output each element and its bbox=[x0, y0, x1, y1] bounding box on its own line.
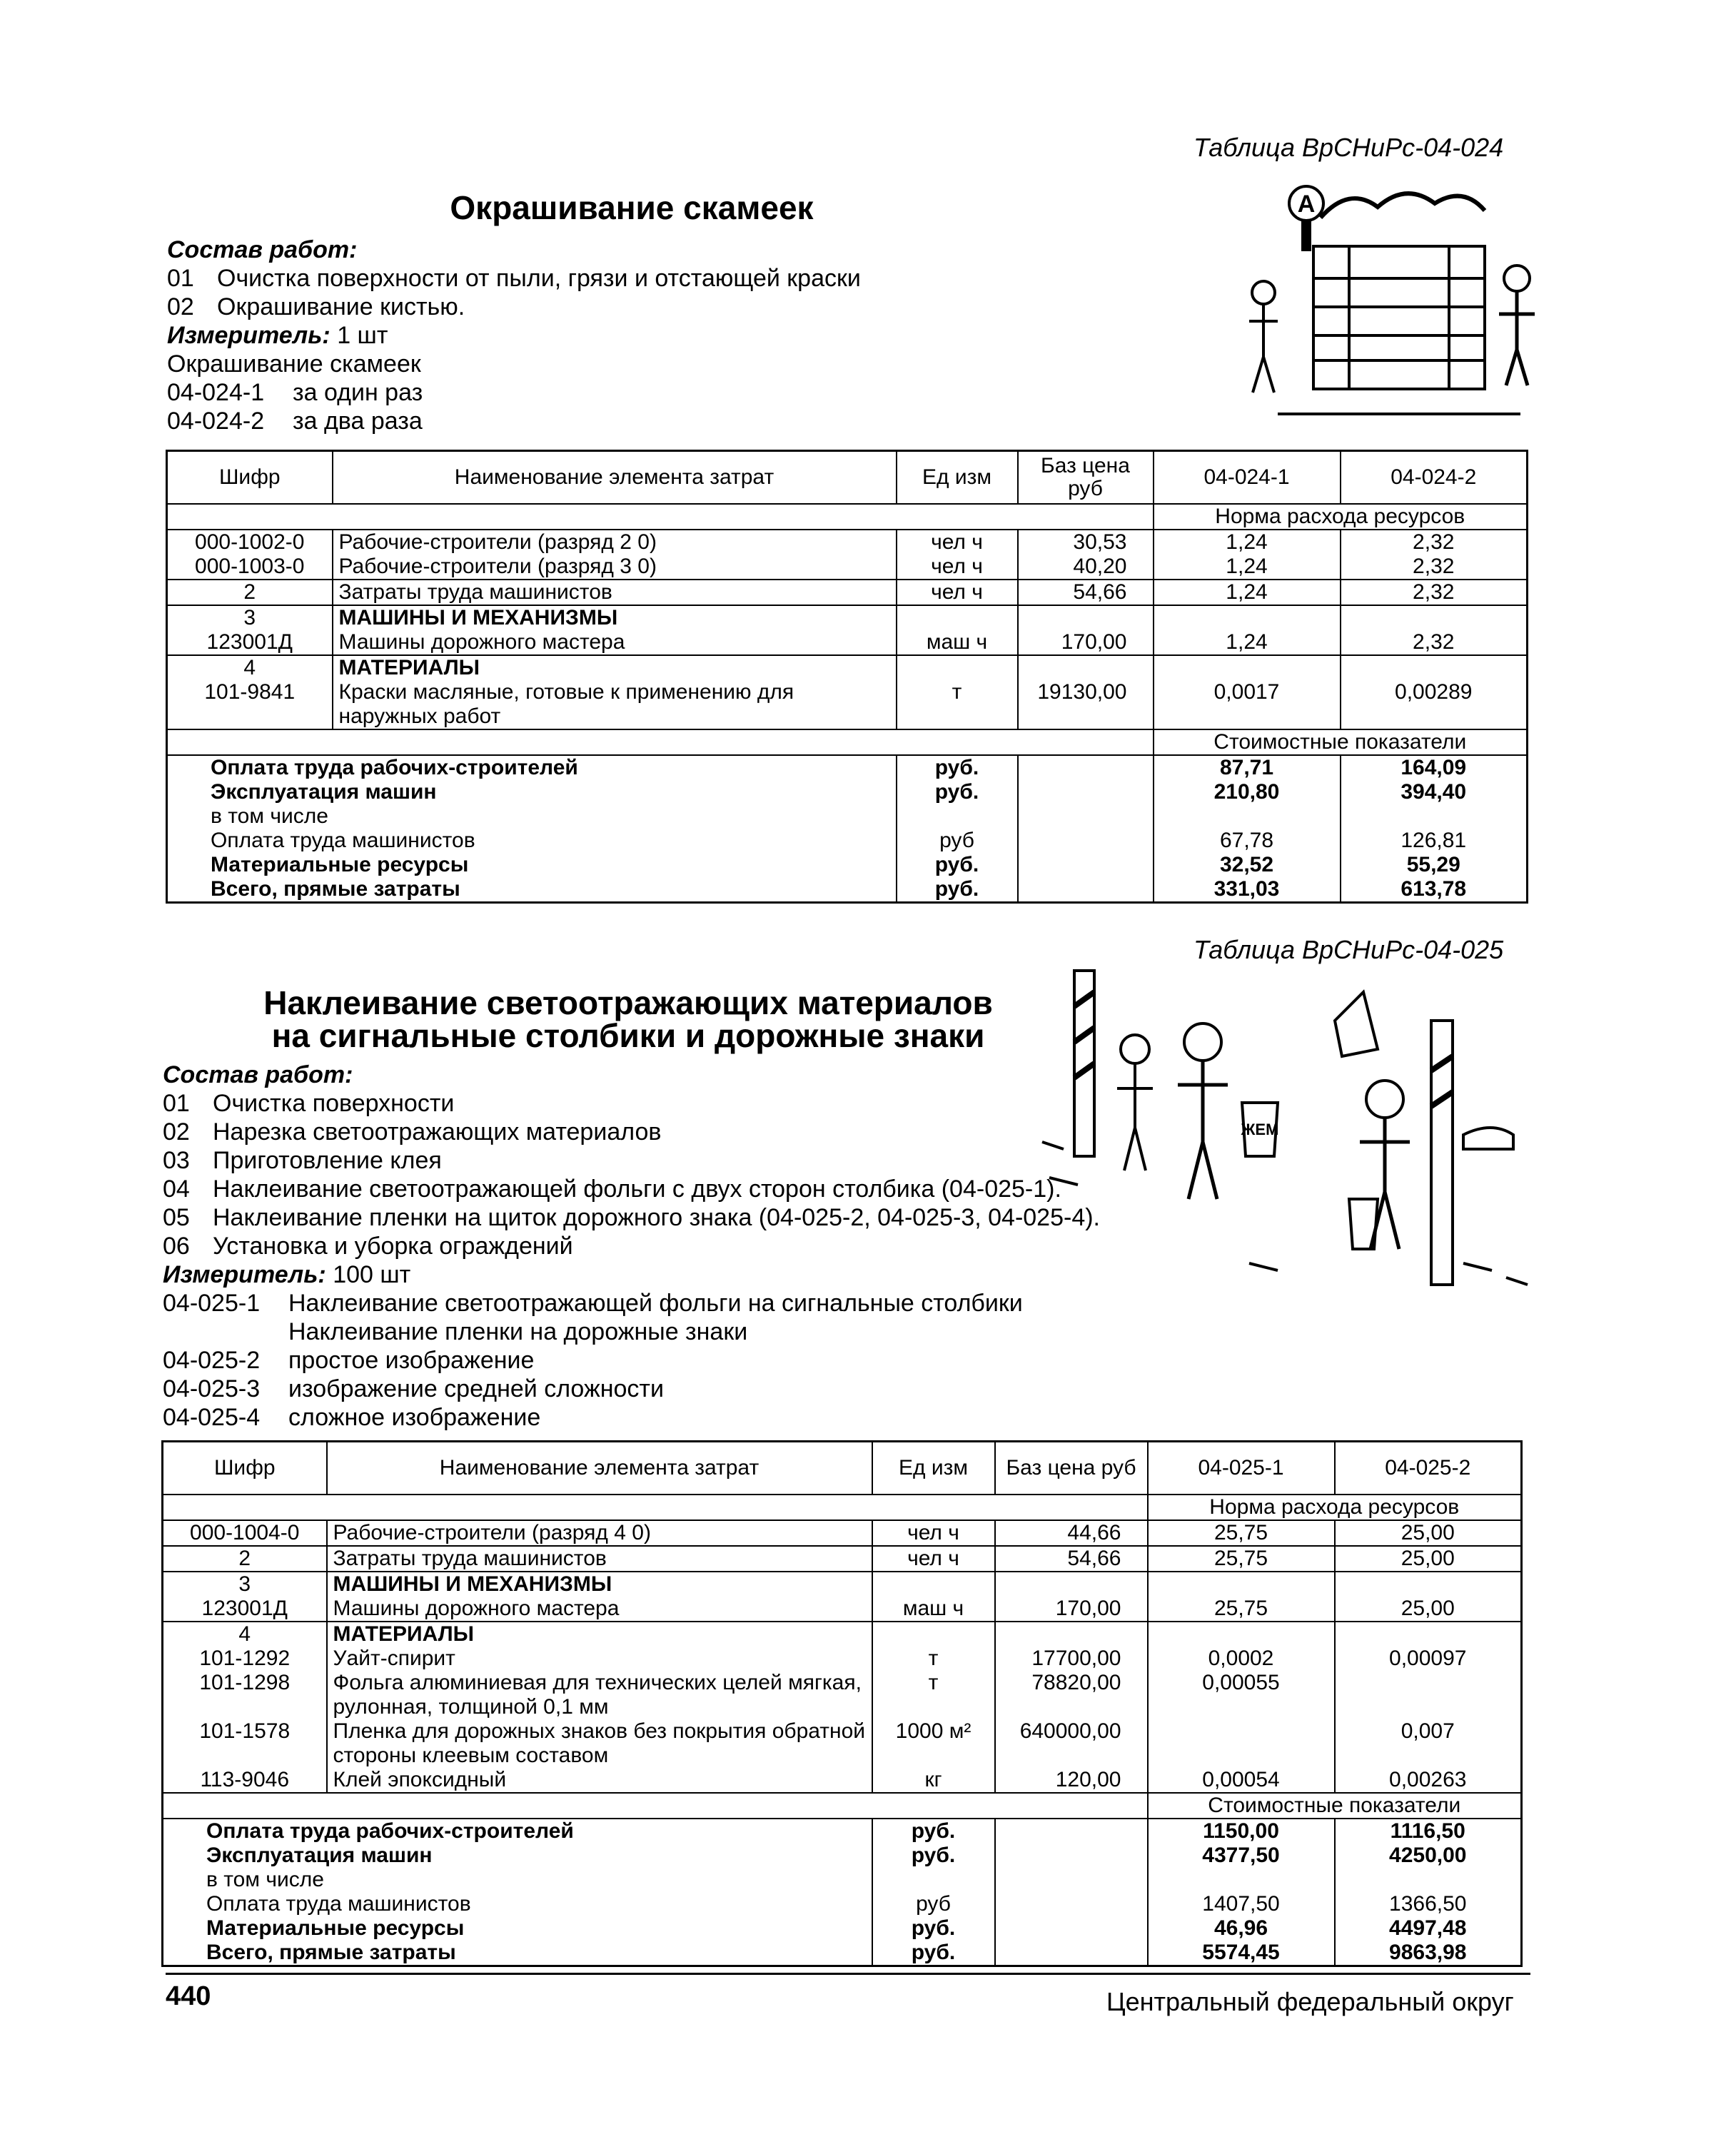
estimate-table-04-025 bbox=[161, 1440, 1523, 1967]
estimate-table-04-024 bbox=[166, 450, 1528, 904]
cost-row bbox=[167, 853, 1528, 877]
cell-v2: 25,00 bbox=[1335, 1597, 1522, 1622]
table-row bbox=[167, 680, 1528, 729]
item-code: 05 bbox=[163, 1204, 190, 1231]
footer-rule bbox=[166, 1973, 1530, 1975]
cost-unit: руб. bbox=[872, 1819, 995, 1844]
cell-price: 54,66 bbox=[1018, 580, 1154, 605]
cost-empty bbox=[1018, 780, 1154, 804]
cell-name: Клей эпоксидный bbox=[327, 1768, 872, 1793]
cell-unit: кг bbox=[872, 1768, 995, 1793]
col-shifr: Шифр bbox=[167, 451, 333, 505]
composition-item bbox=[163, 1232, 1100, 1260]
cost-name: Эксплуатация машин bbox=[167, 780, 897, 804]
cell-v1 bbox=[1148, 1572, 1335, 1597]
cell-v2: 2,32 bbox=[1341, 630, 1528, 655]
cost-empty bbox=[995, 1868, 1148, 1892]
variant-text: Наклеивание светоотражающей фольги на сигнальные столбики bbox=[288, 1290, 1023, 1317]
cell-price bbox=[1018, 655, 1154, 680]
cell-v1 bbox=[1148, 1719, 1335, 1768]
cell-shifr: 2 bbox=[163, 1546, 327, 1572]
cell-price: 170,00 bbox=[1018, 630, 1154, 655]
cost-empty bbox=[1018, 755, 1154, 780]
cell-name: Машины дорожного мастера bbox=[333, 630, 897, 655]
cell-unit bbox=[897, 655, 1018, 680]
table-row bbox=[163, 1520, 1522, 1546]
cost-v1: 87,71 bbox=[1154, 755, 1341, 780]
variant-code: 04-025-4 bbox=[163, 1404, 261, 1431]
cost-name: Материальные ресурсы bbox=[167, 853, 897, 877]
cost-v2: 4497,48 bbox=[1389, 1916, 1467, 1940]
cost-v1: 4377,50 bbox=[1148, 1844, 1335, 1868]
cost-v2: 613,78 bbox=[1401, 877, 1467, 901]
cost-v1: 210,80 bbox=[1154, 780, 1341, 804]
cell-name: Рабочие-строители (разряд 4 0) bbox=[327, 1520, 872, 1546]
item-text: Наклеивание пленки на щиток дорожного знака (04-025-2, 04-025-3, 04-025-4). bbox=[213, 1204, 1100, 1231]
cost-v2: 4250,00 bbox=[1389, 1844, 1467, 1867]
meter-value: 1 шт bbox=[337, 322, 388, 349]
cell-v1: 25,75 bbox=[1148, 1597, 1335, 1622]
cell-price: 170,00 bbox=[995, 1597, 1148, 1622]
cost-unit: руб. bbox=[897, 853, 1018, 877]
cell-price bbox=[995, 1572, 1148, 1597]
cost-v1: 1150,00 bbox=[1148, 1819, 1335, 1844]
cost-row bbox=[163, 1892, 1522, 1916]
meter-line bbox=[163, 1260, 1100, 1289]
cost-name: в том числе bbox=[167, 804, 897, 829]
cost-empty bbox=[995, 1892, 1148, 1916]
table-header bbox=[163, 1442, 1522, 1495]
cell-shifr: 4 bbox=[163, 1622, 327, 1647]
table-row bbox=[163, 1597, 1522, 1622]
cost-empty bbox=[995, 1916, 1148, 1941]
variant-item bbox=[163, 1318, 1100, 1346]
item-text: Установка и уборка ограждений bbox=[213, 1233, 573, 1260]
cost-row bbox=[167, 804, 1528, 829]
cell-name: Пленка для дорожных знаков без покрытия обратной стороны клеевым составом bbox=[327, 1719, 872, 1768]
cost-row bbox=[163, 1916, 1522, 1941]
table-tag: Таблица ВрСНиРс-04-025 bbox=[1194, 935, 1504, 964]
item-code: 01 bbox=[163, 1090, 190, 1117]
composition-heading: Состав работ: bbox=[167, 236, 358, 263]
cost-v2: 55,29 bbox=[1406, 853, 1460, 876]
cost-unit: руб. bbox=[897, 877, 1018, 903]
cost-unit: руб bbox=[897, 829, 1018, 853]
section-title-line: на сигнальные столбики и дорожные знаки bbox=[271, 1017, 985, 1054]
cost-unit: руб. bbox=[872, 1916, 995, 1941]
bench-illustration bbox=[1235, 178, 1549, 421]
variant-text: изображение средней сложности bbox=[288, 1375, 664, 1402]
col-name: Наименование элемента затрат bbox=[327, 1442, 872, 1495]
cell-v1: 0,00055 bbox=[1148, 1671, 1335, 1719]
cell-v2 bbox=[1335, 1622, 1522, 1647]
composition-block bbox=[167, 236, 861, 435]
cell-shifr: 3 bbox=[167, 605, 333, 630]
cost-v2 bbox=[1341, 804, 1528, 829]
cost-v2: 9863,98 bbox=[1389, 1941, 1467, 1964]
cost-empty bbox=[1018, 804, 1154, 829]
cell-price: 78820,00 bbox=[995, 1671, 1148, 1719]
cell-shifr: 101-1292 bbox=[163, 1647, 327, 1671]
table-row bbox=[163, 1546, 1522, 1572]
section-title bbox=[236, 986, 1021, 1052]
cell-shifr: 3 bbox=[163, 1572, 327, 1597]
variant-text: за один раз bbox=[293, 379, 423, 406]
table-row bbox=[163, 1671, 1522, 1719]
cost-unit: руб. bbox=[872, 1941, 995, 1966]
item-code: 02 bbox=[163, 1118, 190, 1146]
meter-label: Измеритель: bbox=[163, 1261, 326, 1288]
cost-row bbox=[167, 829, 1528, 853]
composition-item bbox=[163, 1175, 1100, 1203]
cell-v1: 25,75 bbox=[1148, 1546, 1335, 1572]
cell-shifr: 4 bbox=[167, 655, 333, 680]
cell-name: Затраты труда машинистов bbox=[333, 580, 897, 605]
cost-empty bbox=[1018, 877, 1154, 903]
item-text: Очистка поверхности bbox=[213, 1090, 455, 1117]
item-code: 01 bbox=[167, 265, 194, 292]
table-row bbox=[167, 530, 1528, 555]
col-price: Баз цена руб bbox=[995, 1442, 1148, 1495]
cell-name: МАТЕРИАЛЫ bbox=[327, 1622, 872, 1647]
cell-v2: 25,00 bbox=[1335, 1546, 1522, 1572]
cell-shifr: 113-9046 bbox=[163, 1768, 327, 1793]
page-number: 440 bbox=[166, 1981, 211, 2011]
cost-name: Всего, прямые затраты bbox=[163, 1941, 872, 1966]
table-row bbox=[163, 1622, 1522, 1647]
col-v2: 04-025-2 bbox=[1335, 1442, 1522, 1495]
table-row bbox=[163, 1572, 1522, 1597]
composition-heading: Состав работ: bbox=[163, 1061, 353, 1088]
cell-v1: 1,24 bbox=[1154, 580, 1341, 605]
cost-row bbox=[167, 755, 1528, 780]
cost-v2: 126,81 bbox=[1401, 829, 1467, 852]
cost-unit: руб bbox=[872, 1892, 995, 1916]
cost-row bbox=[163, 1819, 1522, 1844]
cost-empty bbox=[995, 1844, 1148, 1868]
cost-v1: 46,96 bbox=[1148, 1916, 1335, 1941]
cell-price: 30,53 bbox=[1018, 530, 1154, 555]
table-tag: Таблица ВрСНиРс-04-024 bbox=[1194, 133, 1504, 162]
cell-name: МАШИНЫ И МЕХАНИЗМЫ bbox=[327, 1572, 872, 1597]
cost-row bbox=[167, 780, 1528, 804]
cell-v2 bbox=[1335, 1671, 1522, 1719]
section-title: Окрашивание скамеек bbox=[450, 189, 814, 226]
cell-name: Машины дорожного мастера bbox=[327, 1597, 872, 1622]
cell-v2 bbox=[1341, 605, 1528, 630]
table-row bbox=[167, 580, 1528, 605]
norm-band bbox=[163, 1495, 1522, 1520]
cell-unit: т bbox=[872, 1647, 995, 1671]
cell-v1: 25,75 bbox=[1148, 1520, 1335, 1546]
table-row bbox=[167, 655, 1528, 680]
cell-v2: 2,32 bbox=[1341, 580, 1528, 605]
cell-v2 bbox=[1341, 655, 1528, 680]
cost-name: Материальные ресурсы bbox=[163, 1916, 872, 1941]
cell-v1: 1,24 bbox=[1154, 530, 1341, 555]
cell-v1 bbox=[1154, 655, 1341, 680]
cost-empty bbox=[995, 1941, 1148, 1966]
cell-price: 44,66 bbox=[995, 1520, 1148, 1546]
cost-name: в том числе bbox=[163, 1868, 872, 1892]
cell-v2 bbox=[1335, 1572, 1522, 1597]
item-code: 03 bbox=[163, 1147, 190, 1174]
cost-v1: 67,78 bbox=[1154, 829, 1341, 853]
meter-label: Измеритель: bbox=[167, 322, 330, 349]
cost-unit: руб. bbox=[897, 755, 1018, 780]
cell-shifr: 101-1578 bbox=[163, 1719, 327, 1768]
cost-v1 bbox=[1148, 1868, 1335, 1892]
cost-row bbox=[163, 1941, 1522, 1966]
item-text: Окрашивание кистью. bbox=[217, 293, 465, 320]
col-unit: Ед изм bbox=[872, 1442, 995, 1495]
cell-name: Уайт-спирит bbox=[327, 1647, 872, 1671]
cost-v1: 331,03 bbox=[1154, 877, 1341, 903]
cell-v2: 2,32 bbox=[1413, 530, 1455, 554]
cost-v1: 1407,50 bbox=[1148, 1892, 1335, 1916]
norm-band bbox=[167, 504, 1528, 530]
cost-name: Эксплуатация машин bbox=[163, 1844, 872, 1868]
cell-unit bbox=[872, 1572, 995, 1597]
cost-name: Оплата труда рабочих-строителей bbox=[167, 755, 897, 780]
cell-name: Рабочие-строители (разряд 3 0) bbox=[333, 555, 897, 580]
cell-v1 bbox=[1148, 1622, 1335, 1647]
variant-item bbox=[163, 1289, 1100, 1318]
norm-label: Норма расхода ресурсов bbox=[1154, 504, 1528, 530]
cell-unit: чел ч bbox=[872, 1546, 995, 1572]
cell-price bbox=[995, 1622, 1148, 1647]
item-text: Очистка поверхности от пыли, грязи и отстающей краски bbox=[217, 265, 861, 292]
variants-intro: Окрашивание скамеек bbox=[167, 350, 421, 378]
table-row bbox=[163, 1647, 1522, 1671]
variant-code: 04-025-1 bbox=[163, 1290, 261, 1317]
variant-item bbox=[167, 407, 861, 435]
variant-code: 04-025-3 bbox=[163, 1375, 261, 1402]
col-shifr: Шифр bbox=[163, 1442, 327, 1495]
cost-v1: 5574,45 bbox=[1148, 1941, 1335, 1966]
table-row bbox=[167, 605, 1528, 630]
cell-shifr: 000-1004-0 bbox=[163, 1520, 327, 1546]
item-code: 04 bbox=[163, 1175, 190, 1203]
col-v2: 04-024-2 bbox=[1341, 451, 1528, 505]
cost-v1: 32,52 bbox=[1154, 853, 1341, 877]
cell-shifr: 101-1298 bbox=[163, 1671, 327, 1719]
cell-v1: 0,00054 bbox=[1148, 1768, 1335, 1793]
cost-name: Всего, прямые затраты bbox=[167, 877, 897, 903]
cost-label: Стоимостные показатели bbox=[1154, 729, 1528, 755]
cost-row bbox=[167, 877, 1528, 903]
cell-unit: чел ч bbox=[897, 530, 1018, 555]
cell-v2: 0,007 bbox=[1401, 1719, 1455, 1743]
cell-unit bbox=[872, 1622, 995, 1647]
cost-v2: 1366,50 bbox=[1389, 1892, 1467, 1916]
composition-item bbox=[163, 1203, 1100, 1232]
cost-v2: 164,09 bbox=[1401, 756, 1467, 779]
cost-empty bbox=[1018, 853, 1154, 877]
item-text: Наклеивание светоотражающей фольги с двух сторон столбика (04-025-1). bbox=[213, 1175, 1061, 1203]
cell-price: 640000,00 bbox=[995, 1719, 1148, 1768]
cell-price: 54,66 bbox=[995, 1546, 1148, 1572]
cell-price: 19130,00 bbox=[1018, 680, 1154, 729]
cell-unit: маш ч bbox=[897, 630, 1018, 655]
cell-price: 40,20 bbox=[1018, 555, 1154, 580]
composition-item bbox=[163, 1089, 1100, 1118]
cell-unit: чел ч bbox=[897, 555, 1018, 580]
cell-unit: маш ч bbox=[872, 1597, 995, 1622]
cell-v1: 0,0002 bbox=[1148, 1647, 1335, 1671]
variant-text: за два раза bbox=[293, 408, 423, 435]
col-v1: 04-024-1 bbox=[1154, 451, 1341, 505]
cell-shifr: 000-1003-0 bbox=[167, 555, 333, 580]
composition-item bbox=[163, 1146, 1100, 1175]
cost-band bbox=[167, 729, 1528, 755]
variant-item bbox=[163, 1375, 1100, 1403]
variant-text: сложное изображение bbox=[288, 1404, 541, 1431]
cost-unit: руб. bbox=[872, 1844, 995, 1868]
variant-code: 04-025-2 bbox=[163, 1347, 261, 1374]
cell-name: МАТЕРИАЛЫ bbox=[333, 655, 897, 680]
variant-text: Наклеивание пленки на дорожные знаки bbox=[288, 1318, 748, 1345]
cost-empty bbox=[995, 1819, 1148, 1844]
cell-name: Фольга алюминиевая для технических целей мягкая, рулонная, толщиной 0,1 мм bbox=[327, 1671, 872, 1719]
item-text: Нарезка светоотражающих материалов bbox=[213, 1118, 662, 1146]
cost-v1 bbox=[1154, 804, 1341, 829]
cell-unit bbox=[897, 605, 1018, 630]
item-code: 02 bbox=[167, 293, 194, 320]
cost-band bbox=[163, 1793, 1522, 1819]
meter-line bbox=[167, 321, 861, 350]
cost-name: Оплата труда рабочих-строителей bbox=[163, 1819, 872, 1844]
cost-unit: руб. bbox=[897, 780, 1018, 804]
cell-v2: 2,32 bbox=[1341, 555, 1528, 580]
cell-name: Рабочие-строители (разряд 2 0) bbox=[333, 530, 897, 555]
composition-item bbox=[167, 264, 861, 293]
sign-letter: A bbox=[1297, 191, 1316, 218]
cell-v1: 0,0017 bbox=[1154, 680, 1341, 729]
table-row bbox=[167, 630, 1528, 655]
road-sign-workers-illustration bbox=[1035, 964, 1535, 1292]
composition-item bbox=[163, 1118, 1100, 1146]
cell-price: 120,00 bbox=[995, 1768, 1148, 1793]
cell-price bbox=[1018, 605, 1154, 630]
cell-shifr: 000-1002-0 bbox=[167, 530, 333, 555]
cell-unit: чел ч bbox=[872, 1520, 995, 1546]
variant-text: простое изображение bbox=[288, 1347, 535, 1374]
cell-v2: 0,00289 bbox=[1395, 680, 1473, 704]
cell-name: МАШИНЫ И МЕХАНИЗМЫ bbox=[333, 605, 897, 630]
cost-unit bbox=[897, 804, 1018, 829]
cost-v2: 1116,50 bbox=[1390, 1819, 1465, 1843]
variant-code: 04-024-2 bbox=[167, 408, 265, 435]
cell-unit: т bbox=[897, 680, 1018, 729]
section-title-line: Наклеивание светоотражающих материалов bbox=[263, 984, 993, 1021]
bucket-label: ЖЕМ bbox=[1241, 1121, 1279, 1138]
cost-row bbox=[163, 1844, 1522, 1868]
cell-v2: 25,00 bbox=[1335, 1520, 1522, 1546]
footer-region: Центральный федеральный округ bbox=[1106, 1987, 1514, 2016]
cell-v1: 1,24 bbox=[1154, 630, 1341, 655]
item-code: 06 bbox=[163, 1233, 190, 1260]
cell-unit: 1000 м² bbox=[872, 1719, 995, 1768]
cell-v1: 1,24 bbox=[1154, 555, 1341, 580]
col-name: Наименование элемента затрат bbox=[333, 451, 897, 505]
cost-name: Оплата труда машинистов bbox=[167, 829, 897, 853]
cell-unit: чел ч bbox=[897, 580, 1018, 605]
col-v1: 04-025-1 bbox=[1148, 1442, 1335, 1495]
composition-item bbox=[167, 293, 861, 321]
item-text: Приготовление клея bbox=[213, 1147, 442, 1174]
cell-v2: 0,00097 bbox=[1389, 1647, 1467, 1670]
cost-unit bbox=[872, 1868, 995, 1892]
cell-shifr: 123001Д bbox=[163, 1597, 327, 1622]
cost-empty bbox=[1018, 829, 1154, 853]
table-header bbox=[167, 451, 1528, 505]
cell-unit: т bbox=[872, 1671, 995, 1719]
cell-price: 17700,00 bbox=[995, 1647, 1148, 1671]
cost-v2 bbox=[1335, 1868, 1522, 1892]
meter-value: 100 шт bbox=[333, 1261, 411, 1288]
cell-v1 bbox=[1154, 605, 1341, 630]
table-row bbox=[167, 555, 1528, 580]
table-row bbox=[163, 1719, 1522, 1768]
cell-shifr: 101-9841 bbox=[167, 680, 333, 729]
table-row bbox=[163, 1768, 1522, 1793]
cost-name: Оплата труда машинистов bbox=[163, 1892, 872, 1916]
cost-v2: 394,40 bbox=[1401, 780, 1467, 804]
variant-item bbox=[163, 1403, 1100, 1432]
variant-code: 04-024-1 bbox=[167, 379, 265, 406]
variant-item bbox=[167, 378, 861, 407]
cell-v2: 0,00263 bbox=[1389, 1768, 1467, 1791]
norm-label: Норма расхода ресурсов bbox=[1148, 1495, 1522, 1520]
cell-shifr: 123001Д bbox=[167, 630, 333, 655]
composition-block bbox=[163, 1061, 1100, 1432]
col-price: Баз цена руб bbox=[1018, 451, 1154, 505]
cost-row bbox=[163, 1868, 1522, 1892]
cell-name: Затраты труда машинистов bbox=[327, 1546, 872, 1572]
cell-name: Краски масляные, готовые к применению для наружных работ bbox=[333, 680, 897, 729]
variant-item bbox=[163, 1346, 1100, 1375]
cell-shifr: 2 bbox=[167, 580, 333, 605]
col-unit: Ед изм bbox=[897, 451, 1018, 505]
cost-label: Стоимостные показатели bbox=[1148, 1793, 1522, 1819]
